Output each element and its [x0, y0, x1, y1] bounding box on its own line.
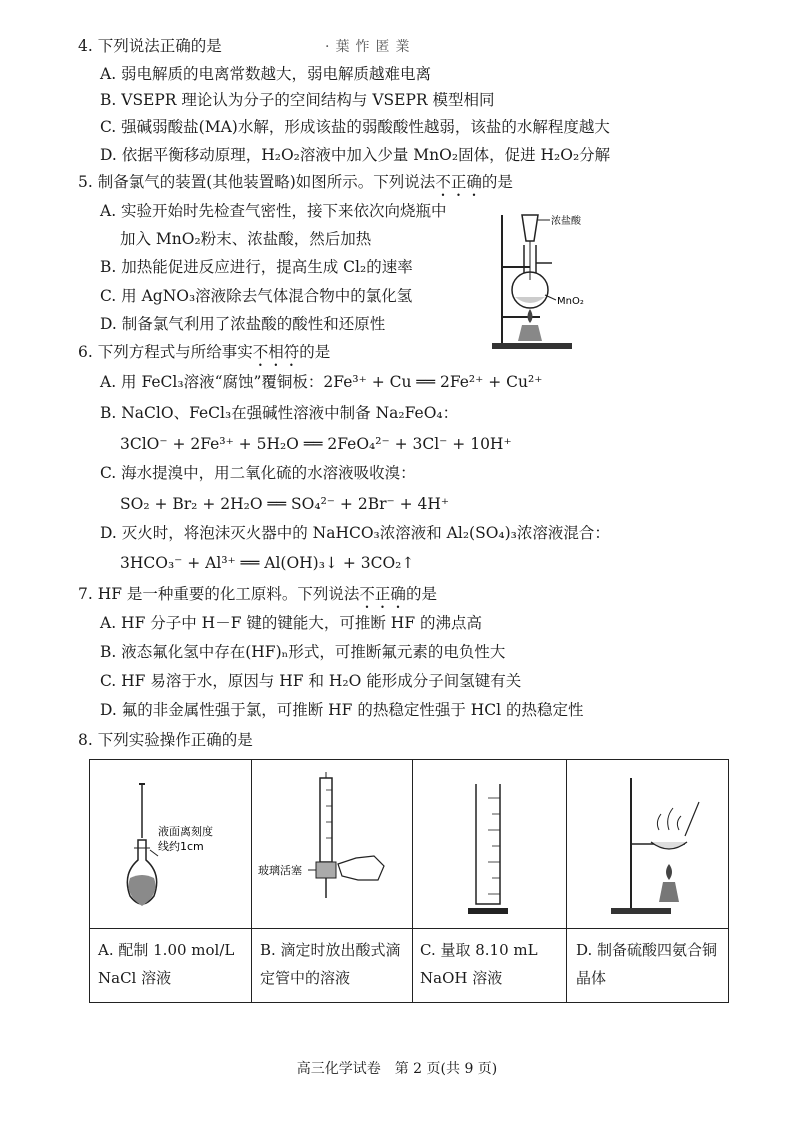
option-b-caption: B. 滴定时放出酸式滴定管中的溶液 [260, 941, 401, 987]
q6-stem-pre: 6. 下列方程式与所给事实 [78, 343, 253, 361]
q4-option-c: C. 强碱弱酸盐(MA)水解，形成该盐的弱酸酸性越弱，该盐的水解程度越大 [100, 118, 610, 136]
q4-option-b: B. VSEPR 理论认为分子的空间结构与 VSEPR 模型相同 [100, 91, 495, 109]
evaporation-setup-figure [575, 772, 720, 922]
q7-stem [78, 584, 437, 612]
watermark-stamp: ·葉怍匿業 [325, 39, 416, 55]
q6-stem-emphasis: 不相符 [252, 343, 300, 361]
burette-figure [256, 772, 406, 922]
q5-option-d: D. 制备氯气利用了浓盐酸的酸性和还原性 [100, 315, 386, 333]
label-mno2: MnO₂ [557, 296, 584, 307]
q8-table [89, 759, 729, 1003]
q5-option-c: C. 用 AgNO₃溶液除去气体混合物中的氯化氢 [100, 287, 413, 305]
option-d-caption: D. 制备硫酸四氨合铜晶体 [576, 941, 718, 987]
q6-option-c: C. 海水提溴中，用二氧化硫的水溶液吸收溴： [100, 464, 416, 482]
q5-option-a-cont: 加入 MnO₂粉末、浓盐酸，然后加热 [120, 230, 372, 248]
graduated-cylinder-figure [464, 774, 524, 924]
stopcock-label: 玻璃活塞 [258, 864, 302, 877]
chlorine-apparatus-figure [490, 205, 610, 353]
option-a-caption: A. 配制 1.00 mol/L NaCl 溶液 [98, 941, 235, 987]
q7-stem-post: 的是 [405, 585, 437, 603]
q6-option-a: A. 用 FeCl₃溶液“腐蚀”覆铜板：2Fe³⁺ + Cu ══ 2Fe²⁺ + Cu²⁺ [100, 373, 543, 391]
q6-option-d: D. 灭火时，将泡沫灭火器中的 NaHCO₃浓溶液和 Al₂(SO₄)₃浓溶液混合： [100, 524, 610, 542]
q7-option-c: C. HF 易溶于水，原因与 HF 和 H₂O 能形成分子间氢键有关 [100, 672, 522, 690]
q5-option-b: B. 加热能促进反应进行，提高生成 Cl₂的速率 [100, 258, 413, 276]
q6-stem-post: 的是 [299, 343, 331, 361]
q7-stem-pre: 7. HF 是一种重要的化工原料。下列说法 [78, 585, 360, 603]
q6-stem [78, 342, 330, 370]
q6-option-b-equation: 3ClO⁻ + 2Fe³⁺ + 5H₂O ══ 2FeO₄²⁻ + 3Cl⁻ + 10H⁺ [120, 435, 512, 453]
q7-option-b: B. 液态氟化氢中存在(HF)ₙ形式，可推断氟元素的电负性大 [100, 643, 506, 661]
q8-stem: 8. 下列实验操作正确的是 [78, 731, 253, 749]
label-conc-hcl: 浓盐酸 [551, 216, 581, 227]
q6-option-b: B. NaClO、FeCl₃在强碱性溶液中制备 Na₂FeO₄： [100, 404, 459, 422]
option-c-caption: C. 量取 8.10 mL NaOH 溶液 [420, 941, 538, 987]
q6-option-c-equation: SO₂ + Br₂ + 2H₂O ══ SO₄²⁻ + 2Br⁻ + 4H⁺ [120, 495, 450, 513]
q7-option-a: A. HF 分子中 H－F 键的键能大，可推断 HF 的沸点高 [100, 614, 482, 632]
volumetric-flask-figure [120, 778, 245, 923]
q4-stem: 4. 下列说法正确的是 [78, 37, 222, 55]
flask-note-line2: 线约1cm [158, 840, 204, 853]
q4-option-d: D. 依据平衡移动原理，H₂O₂溶液中加入少量 MnO₂固体，促进 H₂O₂分解 [100, 146, 611, 164]
q4-option-a: A. 弱电解质的电离常数越大，弱电解质越难电离 [100, 65, 432, 83]
q5-stem-post: 的是 [481, 173, 513, 191]
q5-stem-pre: 5. 制备氯气的装置(其他装置略)如图所示。下列说法 [78, 173, 436, 191]
q5-stem [78, 172, 513, 200]
q7-stem-emphasis: 不正确 [359, 585, 406, 603]
q6-option-d-equation: 3HCO₃⁻ + Al³⁺ ══ Al(OH)₃↓ + 3CO₂↑ [120, 554, 415, 572]
q5-option-a: A. 实验开始时先检查气密性，接下来依次向烧瓶中 [100, 202, 447, 220]
page-footer: 高三化学试卷 第 2 页(共 9 页) [296, 1061, 498, 1077]
q7-option-d: D. 氟的非金属性强于氯，可推断 HF 的热稳定性强于 HCl 的热稳定性 [100, 701, 584, 719]
flask-note-line1: 液面离刻度 [158, 825, 213, 838]
q5-stem-emphasis: 不正确 [435, 173, 482, 191]
